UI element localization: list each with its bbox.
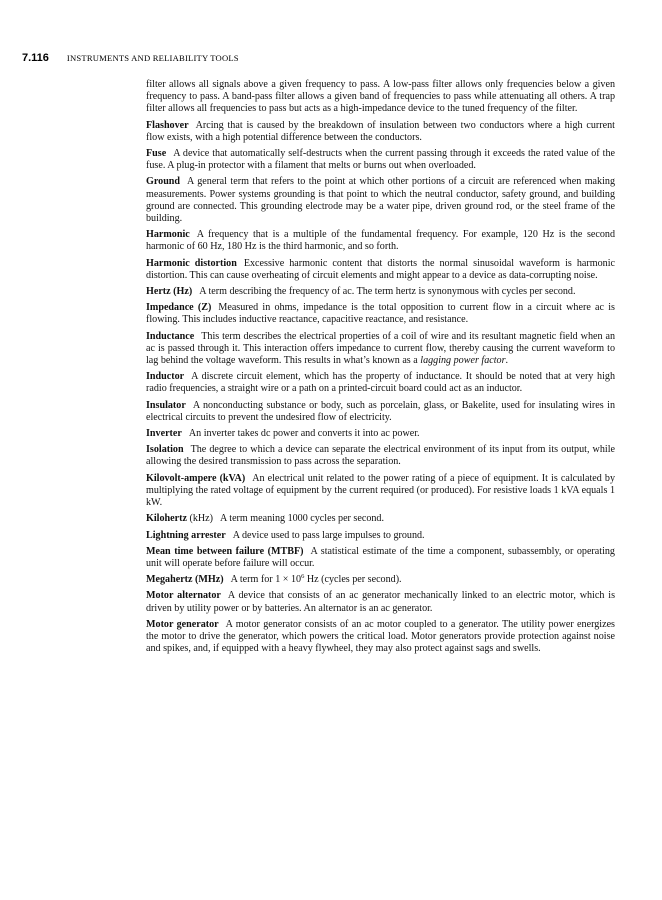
glossary-term: Ground (146, 176, 181, 188)
glossary-definition: Arcing that is caused by the breakdown of insulation between two conductors where a high current flow exists, with a high potential difference between the conductors. (146, 119, 615, 143)
glossary-entry-lightning-arrester (146, 530, 615, 542)
glossary-term: Megahertz (MHz) (146, 574, 224, 586)
glossary-entry-insulator (146, 400, 615, 424)
glossary-entry-motor-generator (146, 619, 615, 656)
glossary-entry-impedance (146, 302, 615, 326)
glossary-term: Inductor (146, 371, 185, 383)
glossary-emphasis: lagging power factor (420, 355, 506, 367)
glossary-definition: An inverter takes dc power and converts it into ac power. (188, 428, 420, 440)
page-number: 7.116 (22, 52, 49, 64)
glossary-term: Harmonic distortion (146, 257, 237, 269)
glossary-definition: A motor generator consists of an ac motor coupled to a generator. The utility power energizes the motor to drive the generator, which powers the critical load. Motor generators provide protection against noise and spikes, and, if equipped with a heavy flywheel, they may also protect against sags and swells. (146, 618, 615, 655)
glossary-term: Inductance (146, 330, 195, 342)
glossary-entry-fuse (146, 148, 615, 172)
glossary-definition: A term meaning 1000 cycles per second. (220, 513, 384, 525)
glossary-definition: The degree to which a device can separate the electrical environment of its input from its output, while allowing the desired transmission to pass across the separation. (146, 444, 615, 468)
glossary-definition: Measured in ohms, impedance is the total opposition to current flow in a circuit where ac is flowing. This includes inductive reactance, capacitive reactance, and resistance. (146, 302, 615, 326)
glossary-definition: This term describes the electrical properties of a coil of wire and its resultant magnetic field when an ac is passed through it. This interaction offers impedance to current flow, thereby causing the current waveform to lag behind the voltage waveform. This results in what’s known as a (146, 330, 615, 367)
glossary-definition: A general term that refers to the point at which other portions of a circuit are referenced when making measurements. Power systems grounding is that point to which the neutral conductor, safety ground, and building ground are connected. This grounding electrode may be a water pipe, driven ground rod, or the steel frame of the building. (146, 176, 615, 225)
glossary-definition: A term for 1 × 10 (230, 574, 302, 586)
glossary-term: Kilovolt-ampere (kVA) (146, 472, 246, 484)
glossary-term: Isolation (146, 444, 184, 456)
glossary-term: Inverter (146, 428, 182, 440)
glossary-body (146, 79, 615, 659)
glossary-term: Kilohertz (146, 513, 187, 525)
glossary-entry-inductor (146, 371, 615, 395)
glossary-definition: A device that consists of an ac generator mechanically linked to an electric motor, which is driven by utility power or by batteries. An alternator is an ac generator. (146, 590, 616, 614)
glossary-entry-megahertz (146, 574, 615, 586)
glossary-definition: A discrete circuit element, which has the property of inductance. It should be noted that at very high radio frequencies, a straight wire or a path on a printed-circuit board could act as an inductor. (146, 371, 615, 395)
glossary-definition-end: Hz (cycles per second). (306, 574, 402, 586)
glossary-definition: A statistical estimate of the time a component, subassembly, or operating unit will operate before failure will occur. (146, 545, 615, 569)
glossary-term: Hertz (Hz) (146, 286, 193, 298)
glossary-term: Impedance (Z) (146, 302, 212, 314)
glossary-term-unit: (kHz) (189, 513, 214, 525)
glossary-definition: A term describing the frequency of ac. The term hertz is synonymous with cycles per second. (199, 286, 576, 298)
glossary-entry-isolation (146, 444, 615, 468)
glossary-exponent: 6 (301, 573, 305, 581)
glossary-definition-end: . (505, 355, 509, 367)
glossary-entry-ground (146, 176, 615, 225)
glossary-entry-motor-alternator (146, 590, 615, 614)
glossary-definition: Excessive harmonic content that distorts the normal sinusoidal waveform is harmonic distortion. This can cause overheating of circuit elements and might appear to a device as data-corrupting noise. (146, 257, 615, 281)
glossary-definition: A frequency that is a multiple of the fundamental frequency. For example, 120 Hz is the second harmonic of 60 Hz, 180 Hz is the third harmonic, and so forth. (146, 229, 615, 253)
glossary-entry-inductance (146, 331, 615, 368)
glossary-entry-harmonic-distortion (146, 258, 615, 282)
glossary-term: Harmonic (146, 229, 190, 241)
glossary-entry-kilohertz (146, 513, 615, 525)
glossary-term: Fuse (146, 148, 167, 160)
running-header-title: INSTRUMENTS AND RELIABILITY TOOLS (66, 53, 239, 63)
glossary-definition: An electrical unit related to the power rating of a piece of equipment. It is calculated by multiplying the rated voltage of equipment by the current required (or produced). For resistive loads 1 kVA equals 1 kW. (146, 472, 616, 509)
glossary-entry-hertz (146, 286, 615, 298)
glossary-entry-kilovolt-ampere (146, 473, 615, 510)
glossary-term: Motor generator (146, 618, 219, 630)
glossary-term: Mean time between failure (MTBF) (146, 545, 304, 557)
glossary-definition: A nonconducting substance or body, such as porcelain, glass, or Bakelite, used for insulating wires in electrical circuits to prevent the undesired flow of electricity. (146, 399, 615, 423)
glossary-entry-harmonic (146, 229, 615, 253)
glossary-definition: A device that automatically self-destructs when the current passing through it exceeds the rated value of the fuse. A plug-in protector with a filament that melts or burns out when overloaded. (146, 148, 615, 172)
glossary-entry-flashover (146, 120, 615, 144)
glossary-definition: A device used to pass large impulses to ground. (232, 529, 425, 541)
glossary-entry-mtbf (146, 546, 615, 570)
intro-paragraph: filter allows all signals above a given frequency to pass. A low-pass filter allows only frequencies below a given frequency to pass. A band-pass filter allows a given band of frequencies to pass while attenuating all others. A trap filter allows all frequencies to pass but acts as a high-impedance device to the tuned frequency of the filter. (146, 79, 615, 115)
glossary-term: Insulator (146, 399, 186, 411)
running-header (22, 48, 239, 66)
glossary-entry-inverter (146, 428, 615, 440)
glossary-term: Motor alternator (146, 590, 221, 602)
glossary-term: Flashover (146, 119, 189, 131)
glossary-term: Lightning arrester (146, 529, 226, 541)
